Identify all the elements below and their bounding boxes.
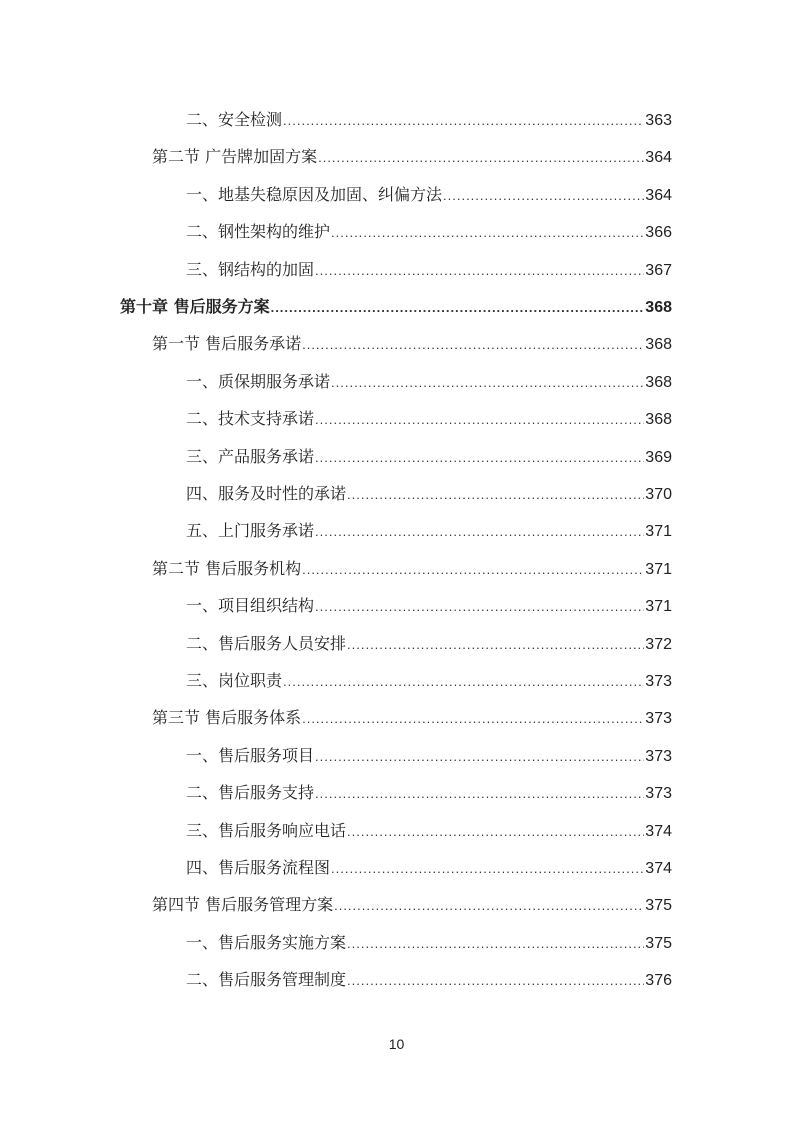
toc-entry-page: 368 <box>645 373 672 391</box>
toc-entry[interactable] <box>186 370 672 394</box>
dot-leader <box>347 932 644 956</box>
toc-entry-page: 367 <box>645 261 672 279</box>
toc-entry-title: 三、产品服务承诺 <box>186 446 315 466</box>
dot-leader <box>347 633 644 657</box>
dot-leader <box>315 520 644 544</box>
toc-entry-page: 369 <box>645 448 672 466</box>
toc-entry-page: 372 <box>645 635 672 653</box>
toc-entry-title: 第十章 售后服务方案 <box>120 297 270 316</box>
dot-leader <box>315 408 644 432</box>
toc-entry-page: 373 <box>645 785 672 803</box>
toc-entry-page: 374 <box>645 860 672 877</box>
dot-leader <box>334 894 644 918</box>
toc-entry-title: 五、上门服务承诺 <box>186 521 315 541</box>
dot-leader <box>347 969 644 993</box>
toc-entry[interactable] <box>152 332 672 356</box>
toc-entry[interactable] <box>186 519 672 543</box>
toc-entry-page: 363 <box>645 112 672 129</box>
toc-entry-page: 374 <box>645 822 672 840</box>
dot-leader <box>331 857 644 881</box>
dot-leader <box>315 259 644 283</box>
toc-entry-page: 371 <box>645 523 672 541</box>
toc-entry-title: 三、售后服务响应电话 <box>186 820 347 840</box>
toc-entry-title: 三、钢结构的加固 <box>186 259 315 279</box>
toc-entry-title: 一、项目组织结构 <box>186 596 315 616</box>
toc-entry-title: 一、地基失稳原因及加固、纠偏方法 <box>186 184 443 204</box>
dot-leader <box>443 184 644 208</box>
dot-leader <box>315 446 644 470</box>
toc-entry-page: 373 <box>645 710 672 728</box>
toc-entry-page: 370 <box>645 486 672 503</box>
toc-entry-title: 一、售后服务项目 <box>186 745 315 765</box>
toc-entry[interactable] <box>186 220 672 244</box>
toc-entry-title: 二、技术支持承诺 <box>186 409 315 429</box>
toc-entry-title: 二、售后服务支持 <box>186 783 315 803</box>
toc-entry-page: 373 <box>645 673 672 690</box>
toc-entry-title: 二、安全检测 <box>186 110 283 129</box>
dot-leader <box>271 296 645 320</box>
dot-leader <box>302 558 644 582</box>
dot-leader <box>302 707 644 731</box>
toc-entry-page: 371 <box>645 598 672 616</box>
toc-entry[interactable] <box>152 557 672 581</box>
toc-entry[interactable] <box>186 744 672 768</box>
toc-entry-page: 375 <box>645 934 672 952</box>
toc-entry-page: 366 <box>645 224 672 242</box>
toc-entry-title: 第三节 售后服务体系 <box>152 708 302 728</box>
dot-leader <box>315 782 644 806</box>
toc-entry[interactable] <box>186 482 672 506</box>
toc-entry-title: 第二节 广告牌加固方案 <box>152 147 318 167</box>
toc-entry-page: 364 <box>645 149 672 167</box>
toc-entry-page: 364 <box>645 186 672 204</box>
toc-entry-page: 375 <box>645 897 672 915</box>
dot-leader <box>315 745 644 769</box>
dot-leader <box>347 483 644 507</box>
toc-entry[interactable] <box>120 295 672 319</box>
toc-entry-page: 373 <box>645 747 672 765</box>
dot-leader <box>331 221 644 245</box>
toc-entry[interactable] <box>186 407 672 431</box>
toc-entry[interactable] <box>186 183 672 207</box>
toc-entry-title: 四、售后服务流程图 <box>186 858 331 877</box>
dot-leader <box>347 820 644 844</box>
toc-entry[interactable] <box>152 706 672 730</box>
toc-entry[interactable] <box>186 856 672 880</box>
toc-entry[interactable] <box>152 145 672 169</box>
toc-entry-page: 368 <box>645 336 672 354</box>
toc-entry[interactable] <box>186 781 672 805</box>
dot-leader <box>302 333 644 357</box>
dot-leader <box>331 371 644 395</box>
dot-leader <box>283 109 644 133</box>
toc-entry[interactable] <box>186 669 672 693</box>
page-number: 10 <box>388 1036 405 1052</box>
toc-entry-title: 三、岗位职责 <box>186 671 283 690</box>
toc-entry[interactable] <box>186 108 672 132</box>
toc-entry-title: 四、服务及时性的承诺 <box>186 484 347 503</box>
toc-entry-title: 第四节 售后服务管理方案 <box>152 895 334 915</box>
toc-entry-title: 一、质保期服务承诺 <box>186 371 331 391</box>
toc-entry[interactable] <box>186 445 672 469</box>
toc-entry[interactable] <box>152 893 672 917</box>
toc-entry[interactable] <box>186 594 672 618</box>
toc-entry-title: 第二节 售后服务机构 <box>152 558 302 578</box>
toc-entry-page: 376 <box>645 972 672 990</box>
toc-entry-page: 368 <box>645 299 672 316</box>
toc-entry[interactable] <box>186 258 672 282</box>
toc-entry[interactable] <box>186 632 672 656</box>
toc-entry-title: 第一节 售后服务承诺 <box>152 334 302 354</box>
toc-entry[interactable] <box>186 931 672 955</box>
dot-leader <box>318 146 644 170</box>
dot-leader <box>315 595 644 619</box>
toc-entry-page: 368 <box>645 411 672 429</box>
toc-entry[interactable] <box>186 968 672 992</box>
toc-entry-title: 二、售后服务人员安排 <box>186 633 347 653</box>
toc-entry[interactable] <box>186 819 672 843</box>
dot-leader <box>283 670 644 694</box>
toc-entry-page: 371 <box>645 560 672 578</box>
toc-entry-title: 二、售后服务管理制度 <box>186 970 347 990</box>
toc-entry-title: 二、钢性架构的维护 <box>186 222 331 242</box>
toc-entry-title: 一、售后服务实施方案 <box>186 932 347 952</box>
